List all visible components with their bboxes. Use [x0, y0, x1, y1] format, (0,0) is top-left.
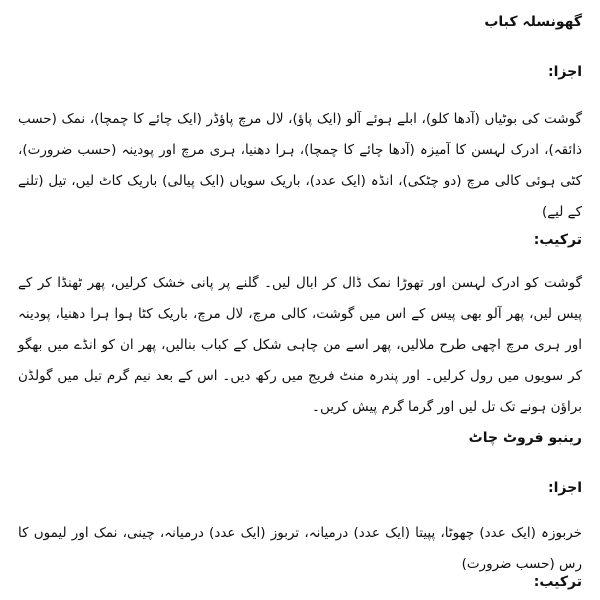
- recipe2-ingredients-text: خربوزہ (ایک عدد) چھوٹا، پپیتا (ایک عدد) درمیانہ، تربوز (ایک عدد) درمیانہ، چینی، نمک اور لیموں کا رس (حسب ضرورت): [18, 525, 582, 572]
- recipe1-title: گھونسلہ کباب: [484, 14, 582, 30]
- recipe2-ingredients-heading: اجزا:: [548, 480, 582, 496]
- recipe1-method-text: گوشت کو ادرک لہسن اور تھوڑا نمک ڈال کر ابال لیں۔ گلنے پر پانی خشک کرلیں، پھر ٹھنڈا کر کے پیس لیں، پھر آلو بھی پیس کے اس میں گوشت، کالی مرچ، لال مرچ، باریک کٹا ہوا ہرا دھنیا، پودینہ اور ہری مرچ اچھی طرح ملالیں، پھر اسے من چاہی شکل کے کباب بنالیں، پھر ان کو انڈے میں بھگو کر سویوں میں رول کرلیں۔ اور پندرہ منٹ فریج میں رکھ دیں۔ اس کے بعد نیم گرم تیل میں گولڈن براؤن ہونے تک تل لیں اور گرما گرم پیش کریں۔: [18, 275, 582, 415]
- recipe1-ingredients-text: گوشت کی بوٹیاں (آدھا کلو)، ابلے ہوئے آلو (ایک پاؤ)، لال مرچ پاؤڈر (ایک چائے کا چمچا)، نمک (حسب ذائقہ)، ادرک لہسن کا آمیزہ (آدھا چائے کا چمچا)، ہرا دھنیا، ہری مرچ اور پودینہ (حسب ضرورت)، کٹی ہوئی کالی مرچ (دو چٹکی)، انڈہ (ایک عدد)، باریک سویاں (ایک پیالی) باریک کاٹ لیں، تیل (تلنے کے لیے): [18, 111, 582, 220]
- recipe2-title: رینبو فروٹ چاٹ: [468, 430, 582, 446]
- recipe1-method-heading: ترکیب:: [533, 232, 582, 248]
- recipe1-ingredients-heading: اجزا:: [548, 64, 582, 80]
- recipe2-method-heading: ترکیب:: [533, 574, 582, 590]
